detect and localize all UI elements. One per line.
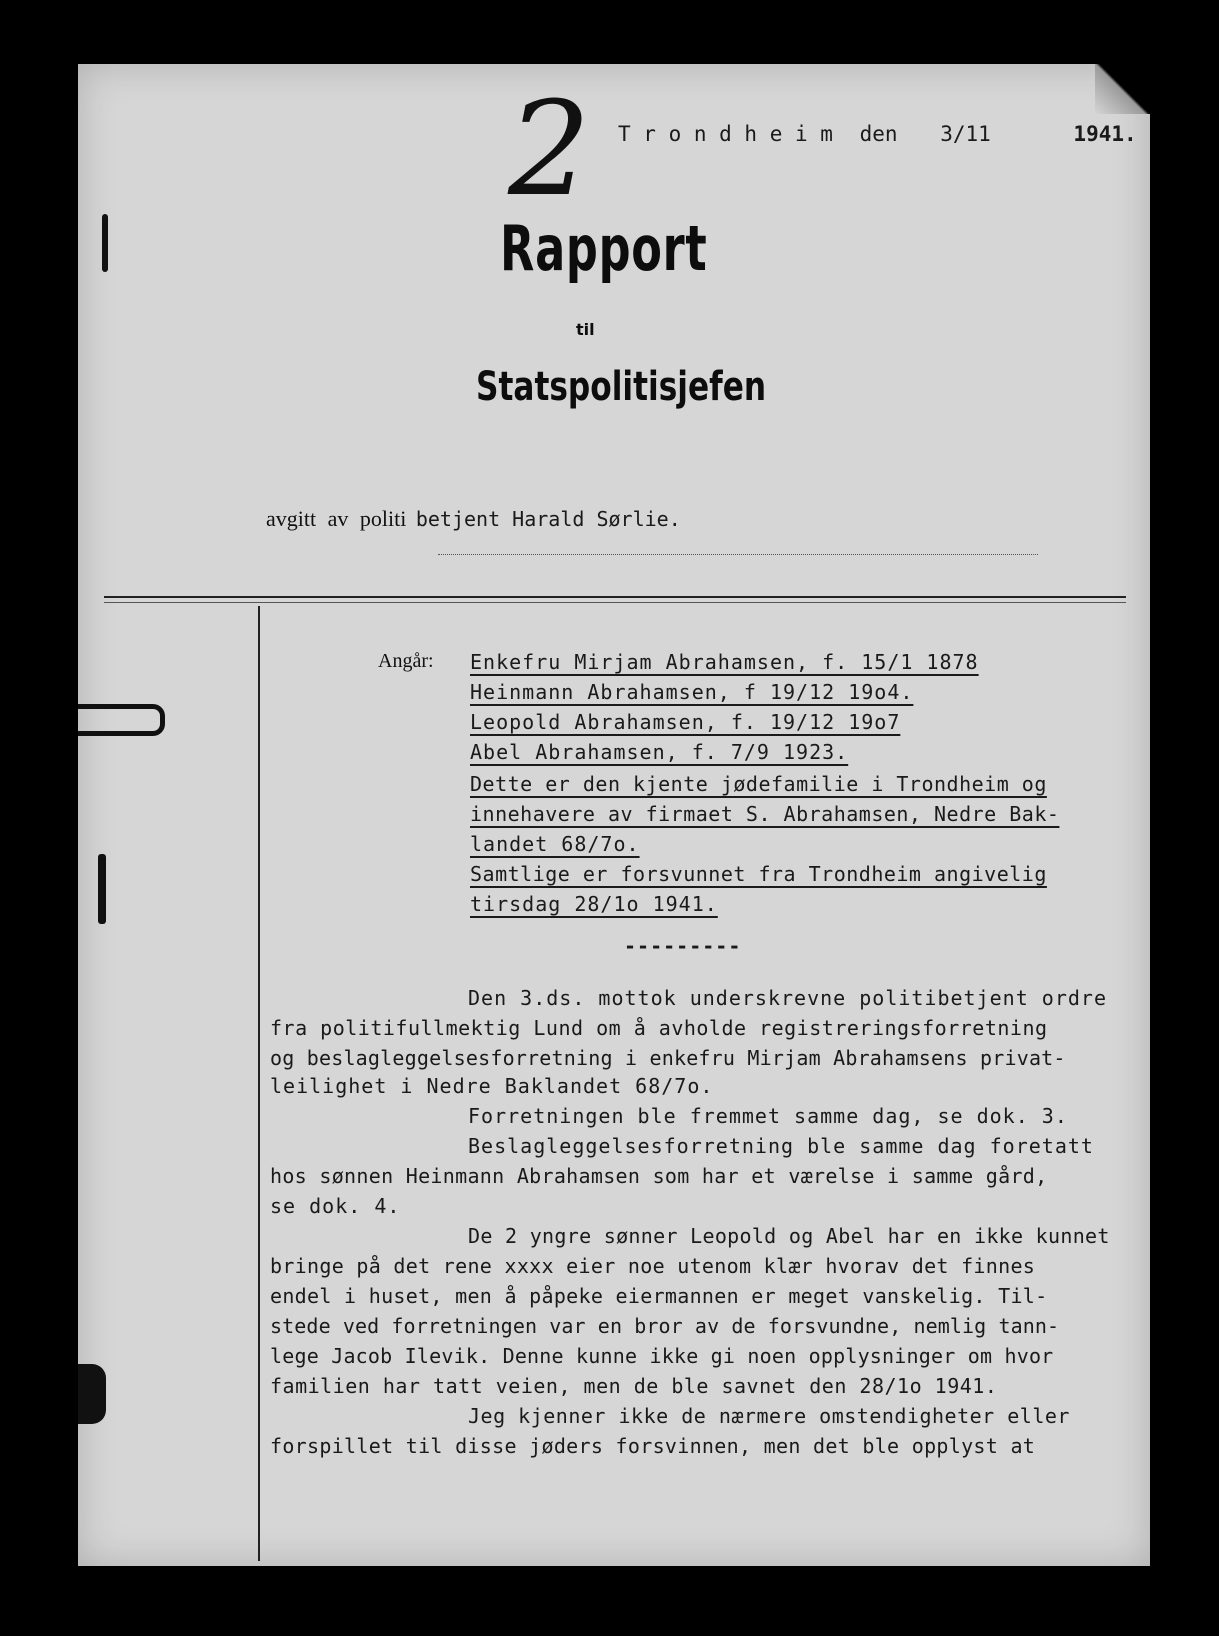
body-line-7: hos sønnen Heinmann Abrahamsen som har et værelse i samme gård, [270, 1164, 1048, 1188]
regarding-line-8: Samtlige er forsvunnet fra Trondheim angivelig [470, 862, 1047, 886]
horizontal-rule-thin [104, 602, 1126, 603]
document-page [78, 64, 1150, 1566]
regarding-label: Angår: [378, 650, 434, 672]
regarding-line-3: Leopold Abrahamsen, f. 19/12 19o7 [470, 710, 901, 734]
date-value: 3/11 [940, 122, 991, 146]
author-typed: betjent Harald Sørlie. [415, 507, 681, 531]
body-line-1: Den 3.ds. mottok underskrevne politibetjent ordre [468, 986, 1108, 1010]
body-line-9: De 2 yngre sønner Leopold og Abel har en ikke kunnet [468, 1224, 1110, 1248]
regarding-line-6: innehavere av firmaet S. Abrahamsen, Nedre Bak- [470, 802, 1060, 826]
body-line-11: endel i huset, men å påpeke eiermannen er meget vanskelig. Til- [270, 1284, 1048, 1308]
author-line [266, 506, 681, 532]
handwritten-number: 2 [508, 73, 591, 225]
page-corner [1095, 64, 1150, 114]
body-line-8: se dok. 4. [270, 1194, 401, 1218]
author-prefix: avgitt av politi [266, 506, 407, 531]
report-title: Rapport [500, 212, 708, 285]
date-line [618, 122, 1137, 146]
regarding-line-4: Abel Abrahamsen, f. 7/9 1923. [470, 740, 849, 764]
regarding-line-5: Dette er den kjente jødefamilie i Trondheim og [470, 772, 1047, 796]
body-line-13: lege Jacob Ilevik. Denne kunne ikke gi noen opplysninger om hvor [270, 1344, 1054, 1368]
regarding-separator: --------- [624, 934, 742, 958]
body-line-15: Jeg kjenner ikke de nærmere omstendigheter eller [468, 1404, 1070, 1428]
body-line-10: bringe på det rene xxxx eier noe utenom klær hvorav det finnes [270, 1254, 1036, 1278]
regarding-line-7: landet 68/7o. [470, 832, 640, 856]
body-line-5: Forretningen ble fremmet samme dag, se dok. 3. [468, 1104, 1068, 1128]
til-label: til [576, 320, 595, 339]
regarding-line-2: Heinmann Abrahamsen, f 19/12 19o4. [470, 680, 914, 704]
date-place: T r o n d h e i m [618, 122, 833, 146]
binder-mark-middle [98, 854, 106, 924]
binder-clip [78, 704, 165, 736]
regarding-line-1: Enkefru Mirjam Abrahamsen, f. 15/1 1878 [470, 650, 979, 674]
author-dotted-line [438, 554, 1038, 555]
date-year: 1941. [1073, 122, 1137, 146]
body-line-2: fra politifullmektig Lund om å avholde registreringsforretning [270, 1016, 1048, 1040]
body-line-16: forspillet til disse jøders forsvinnen, men det ble opplyst at [270, 1434, 1036, 1458]
body-line-6: Beslagleggelsesforretning ble samme dag foretatt [468, 1134, 1094, 1158]
body-line-12: stede ved forretningen var en bror av de forsvundne, nemlig tann- [270, 1314, 1060, 1338]
body-line-14: familien har tatt veien, men de ble savnet den 28/1o 1941. [270, 1374, 998, 1398]
vertical-margin-rule [258, 606, 260, 1561]
binder-mark-top [102, 214, 108, 272]
binder-mark-bottom [78, 1364, 106, 1424]
recipient-heading: Statspolitisjefen [476, 364, 767, 410]
horizontal-rule [104, 596, 1126, 598]
body-line-3: og beslagleggelsesforretning i enkefru Mirjam Abrahamsens privat- [270, 1046, 1066, 1070]
date-den: den [859, 122, 898, 146]
body-line-4: leilighet i Nedre Baklandet 68/7o. [270, 1074, 714, 1098]
regarding-line-9: tirsdag 28/1o 1941. [470, 892, 718, 916]
